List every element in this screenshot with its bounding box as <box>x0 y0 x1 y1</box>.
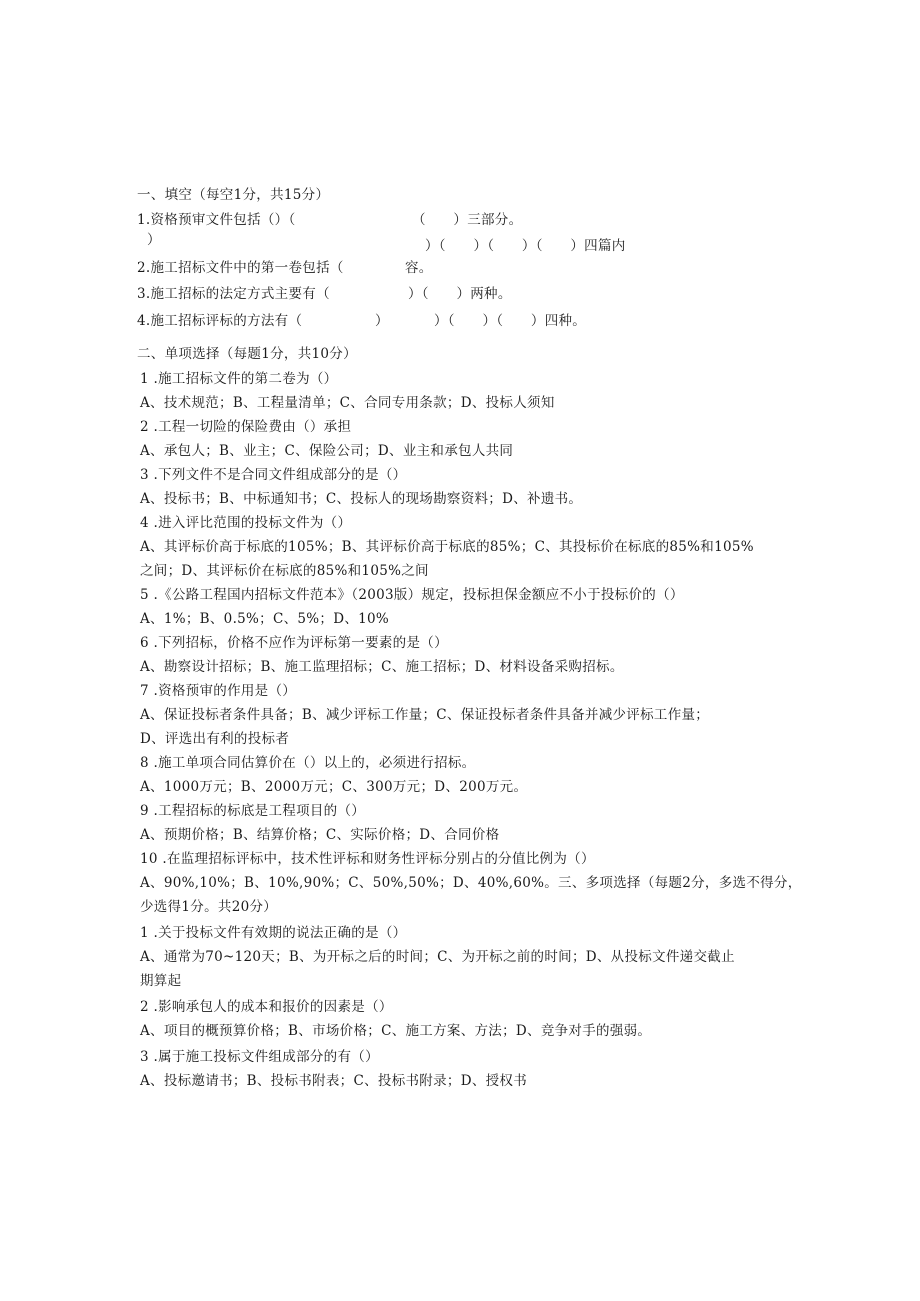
q3-end: ）（ ）两种。 <box>408 286 512 302</box>
s2-q9-question: 9 .工程招标的标底是工程项目的（） <box>140 803 366 819</box>
s3-q1-options-cont: 期算起 <box>140 973 182 989</box>
s2-q10-options-cont: 少选得1分。共20分） <box>140 899 278 915</box>
s2-q2-options: A、承包人；B、业主；C、保险公司；D、业主和承包人共同 <box>140 443 514 459</box>
s3-q3-options: A、投标邀请书；B、投标书附表；C、投标书附录；D、授权书 <box>140 1073 528 1089</box>
s2-q2-question: 2 .工程一切险的保险费由（）承担 <box>140 419 352 435</box>
s2-q10-question: 10 .在监理招标评标中，技术性评标和财务性评标分别占的分值比例为（） <box>140 851 595 867</box>
s2-q5-question: 5 .《公路工程国内招标文件范本》（2003版）规定，投标担保金额应不小于投标价的（） <box>140 587 684 603</box>
s3-q2-question: 2 .影响承包人的成本和报价的因素是（） <box>140 999 393 1015</box>
section1-title: 一、填空（每空1分，共15分） <box>137 187 330 203</box>
s2-q1-question: 1 .施工招标文件的第二卷为（） <box>140 371 338 387</box>
s2-q1-options: A、技术规范；B、工程量清单；C、合同专用条款；D、投标人须知 <box>140 395 555 411</box>
q1-blank-text: （ ）三部分。 <box>412 212 523 228</box>
s2-q4-question: 4 .进入评比范围的投标文件为（） <box>140 515 352 531</box>
q1-tail: ） <box>147 232 161 248</box>
s2-q6-options: A、勘察设计招标；B、施工监理招标；C、施工招标；D、材料设备采购招标。 <box>140 659 624 675</box>
s2-q10-options: A、90%,10%；B、10%,90%；C、50%,50%；D、40%,60%。三、多项选择（每题2分，多选不得分， <box>140 875 802 891</box>
s3-q1-question: 1 .关于投标文件有效期的说法正确的是（） <box>140 925 407 941</box>
q1-text: 1.资格预审文件包括（）（ <box>137 212 296 228</box>
s2-q7-options-cont: D、评选出有利的投标者 <box>140 731 290 747</box>
s2-q9-options: A、预期价格；B、结算价格；C、实际价格；D、合同价格 <box>140 827 500 843</box>
q4-mid: ） <box>375 313 389 329</box>
s3-q2-options: A、项目的概预算价格；B、市场价格；C、施工方案、方法；D、竞争对手的强弱。 <box>140 1023 652 1039</box>
s2-q4-options: A、其评标价高于标底的105%；B、其评标价高于标底的85%；C、其投标价在标底的85%和105% <box>140 539 754 555</box>
s3-q3-question: 3 .属于施工投标文件组成部分的有（） <box>140 1049 379 1065</box>
s2-q4-options-cont: 之间；D、其评标价在标底的85%和105%之间 <box>140 563 429 579</box>
s2-q8-question: 8 .施工单项合同估算价在（）以上的，必须进行招标。 <box>140 755 476 771</box>
s2-q8-options: A、1000万元；B、2000万元；C、300万元；D、200万元。 <box>140 779 528 795</box>
s3-q1-options: A、通常为70~120天；B、为开标之后的时间；C、为开标之前的时间；D、从投标文件递交截止 <box>140 949 735 965</box>
s2-q5-options: A、1%；B、0.5%；C、5%；D、10% <box>140 611 390 627</box>
q2-blanks: ）（ ）（ ）（ ）四篇内 <box>425 238 626 254</box>
q4-text: 4.施工招标评标的方法有（ <box>137 313 303 329</box>
q2-end: 容。 <box>405 260 433 276</box>
q3-text: 3.施工招标的法定方式主要有（ <box>137 286 330 302</box>
q4-end: ）（ ）（ ）四种。 <box>434 313 587 329</box>
s2-q3-options: A、投标书；B、中标通知书；C、投标人的现场勘察资料；D、补遗书。 <box>140 491 583 507</box>
s2-q7-question: 7 .资格预审的作用是（） <box>140 683 297 699</box>
s2-q6-question: 6 .下列招标，价格不应作为评标第一要素的是（） <box>140 635 448 651</box>
s2-q7-options: A、保证投标者条件具备；B、减少评标工作量；C、保证投标者条件具备并减少评标工作量； <box>140 707 710 723</box>
q2-text: 2.施工招标文件中的第一卷包括（ <box>137 260 344 276</box>
section2-title: 二、单项选择（每题1分，共10分） <box>137 346 357 362</box>
s2-q3-question: 3 .下列文件不是合同文件组成部分的是（） <box>140 467 407 483</box>
